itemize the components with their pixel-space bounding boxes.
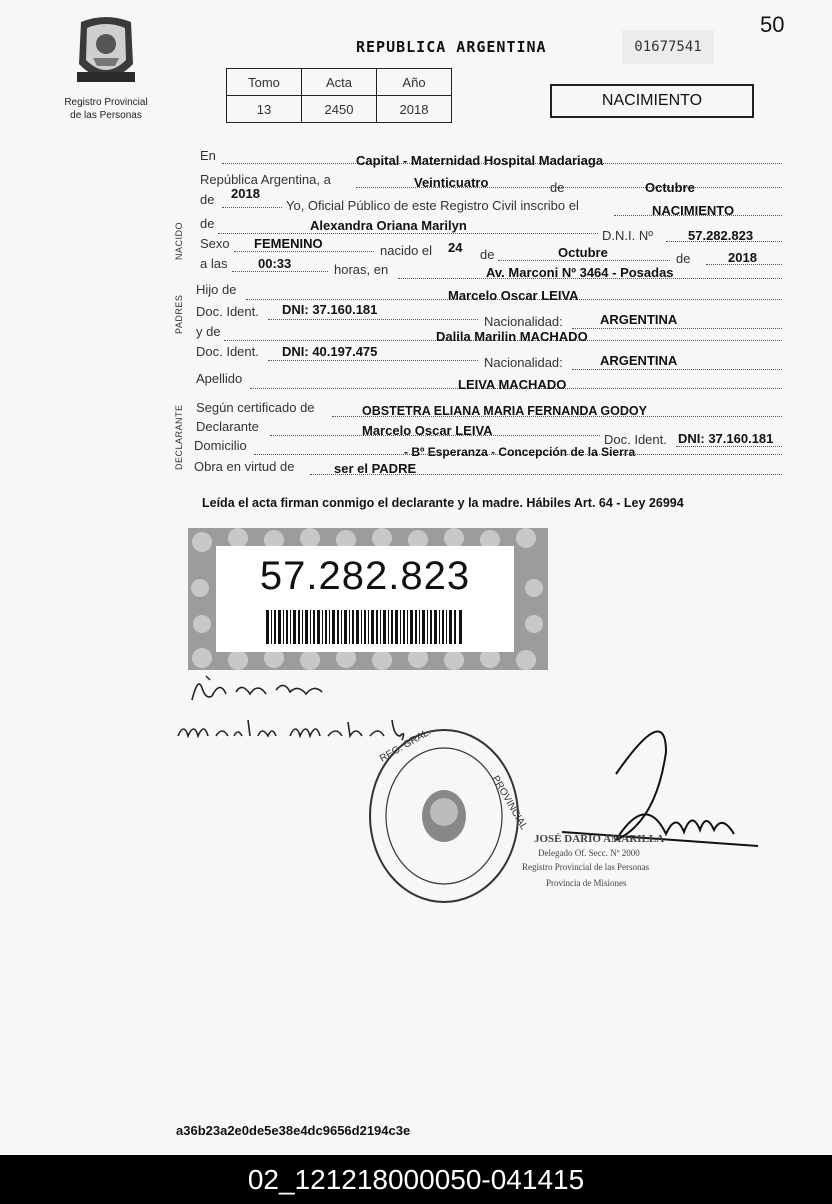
declarant-name: Marcelo Oscar LEIVA xyxy=(362,423,493,438)
en-label: En xyxy=(200,148,216,163)
record-word: NACIMIENTO xyxy=(652,203,735,218)
nacionalidad-label: Nacionalidad: xyxy=(484,355,563,370)
document-title: REPUBLICA ARGENTINA xyxy=(356,38,547,56)
de-label: de xyxy=(480,247,495,262)
issuer-logo xyxy=(60,14,152,121)
issuer-caption-line2: de las Personas xyxy=(70,110,142,121)
declarant-doc: DNI: 37.160.181 xyxy=(678,431,774,446)
domicile: - Bº Esperanza - Concepción de la Sierra xyxy=(404,445,636,459)
svg-text:Registro Provincial de las Per: Registro Provincial de las Personas xyxy=(522,862,649,872)
official-seal-stamp xyxy=(366,722,786,912)
sexo-label: Sexo xyxy=(200,236,230,251)
record-month: Octubre xyxy=(645,180,695,195)
birth-day: 24 xyxy=(448,240,463,255)
birth-time: 00:33 xyxy=(258,256,292,271)
mother-doc: DNI: 40.197.475 xyxy=(282,344,378,359)
anio-label: Año xyxy=(377,69,452,96)
republic-label: República Argentina, a xyxy=(200,172,331,187)
sticker-dni-number: 57.282.823 xyxy=(259,554,471,598)
obra-label: Obra en virtud de xyxy=(194,459,295,474)
section-label-declarante: DECLARANTE xyxy=(174,404,184,470)
birth-year: 2018 xyxy=(728,250,757,265)
officer-text: Yo, Oficial Público de este Registro Civil inscribo el xyxy=(286,198,579,213)
svg-text:REG. GRAL.: REG. GRAL. xyxy=(378,726,434,765)
de-label: de xyxy=(200,216,215,231)
svg-text:PROVINCIAL: PROVINCIAL xyxy=(489,774,530,832)
dotted-line xyxy=(498,260,670,261)
dotted-line xyxy=(234,251,374,252)
dotted-line xyxy=(572,328,782,329)
de-label: de xyxy=(676,251,691,266)
anio-value: 2018 xyxy=(377,96,452,123)
surname: LEIVA MACHADO xyxy=(458,377,567,392)
y-de-label: y de xyxy=(196,324,221,339)
acta-label: Acta xyxy=(302,69,377,96)
dotted-line xyxy=(222,207,282,208)
issuer-caption-line1: Registro Provincial xyxy=(64,97,148,108)
register-table xyxy=(226,68,452,123)
certifier: OBSTETRA ELIANA MARIA FERNANDA GODOY xyxy=(362,404,647,418)
mother-name: Dalila Marilin MACHADO xyxy=(436,329,588,344)
record-type-box: NACIMIENTO xyxy=(550,84,754,118)
svg-text:Provincia de Misiones: Provincia de Misiones xyxy=(546,878,627,888)
dni-sticker xyxy=(188,528,548,670)
birth-address: Av. Marconi Nº 3464 - Posadas xyxy=(486,265,674,280)
nacionalidad-label: Nacionalidad: xyxy=(484,314,563,329)
dotted-line xyxy=(218,233,598,234)
signature-declarant xyxy=(180,670,340,710)
tomo-value: 13 xyxy=(227,96,302,123)
certificado-label: Según certificado de xyxy=(196,400,315,415)
child-name: Alexandra Oriana Marilyn xyxy=(310,218,467,233)
alas-label: a las xyxy=(200,256,228,271)
document-hash: a36b23a2e0de5e38e4dc9656d2194c3e xyxy=(176,1123,411,1138)
father-name: Marcelo Oscar LEIVA xyxy=(448,288,579,303)
dotted-line xyxy=(572,369,782,370)
doc-label: Doc. Ident. xyxy=(604,432,667,447)
tomo-label: Tomo xyxy=(227,69,302,96)
closing-statement: Leída el acta firman conmigo el declarante y la madre. Hábiles Art. 64 - Ley 26994 xyxy=(202,496,684,510)
child-sex: FEMENINO xyxy=(254,236,323,251)
apellido-label: Apellido xyxy=(196,371,243,386)
dotted-line xyxy=(268,360,478,361)
record-year: 2018 xyxy=(231,186,260,201)
sticker-inner xyxy=(216,546,514,652)
dotted-line xyxy=(676,446,782,447)
hijo-label: Hijo de xyxy=(196,282,237,297)
barcode-icon xyxy=(266,610,462,644)
dni-label: D.N.I. Nº xyxy=(602,228,653,243)
father-nationality: ARGENTINA xyxy=(600,312,678,327)
serial-number: 01677541 xyxy=(622,30,714,64)
doc-label: Doc. Ident. xyxy=(196,304,259,319)
de-label: de xyxy=(200,192,215,207)
dotted-line xyxy=(268,319,478,320)
obra-value: ser el PADRE xyxy=(334,461,417,476)
section-label-nacido: NACIDO xyxy=(174,221,184,260)
svg-text:Delegado Of. Secc. Nº 2000: Delegado Of. Secc. Nº 2000 xyxy=(538,848,640,858)
svg-text:JOSÉ DARÍO AMARILLA: JOSÉ DARÍO AMARILLA xyxy=(534,833,665,845)
child-dni: 57.282.823 xyxy=(688,228,754,243)
provincial-seal-icon xyxy=(71,14,141,90)
place-of-record: Capital - Maternidad Hospital Madariaga xyxy=(356,153,604,168)
mother-nationality: ARGENTINA xyxy=(600,353,678,368)
de-label: de xyxy=(550,180,565,195)
footer-id: 02_121218000050-041415 xyxy=(247,1164,585,1195)
nacido-label: nacido el xyxy=(380,243,433,258)
acta-value: 2450 xyxy=(302,96,377,123)
father-doc: DNI: 37.160.181 xyxy=(282,302,378,317)
dotted-line xyxy=(232,271,328,272)
section-label-padres: PADRES xyxy=(174,294,184,334)
doc-label: Doc. Ident. xyxy=(196,344,259,359)
footer-bar xyxy=(0,1155,832,1204)
birth-month: Octubre xyxy=(558,245,608,260)
record-day-words: Veinticuatro xyxy=(414,175,489,190)
horas-label: horas, en xyxy=(334,262,389,277)
page-number: 50 xyxy=(760,12,785,37)
declarante-label: Declarante xyxy=(196,419,259,434)
domicilio-label: Domicilio xyxy=(194,438,247,453)
